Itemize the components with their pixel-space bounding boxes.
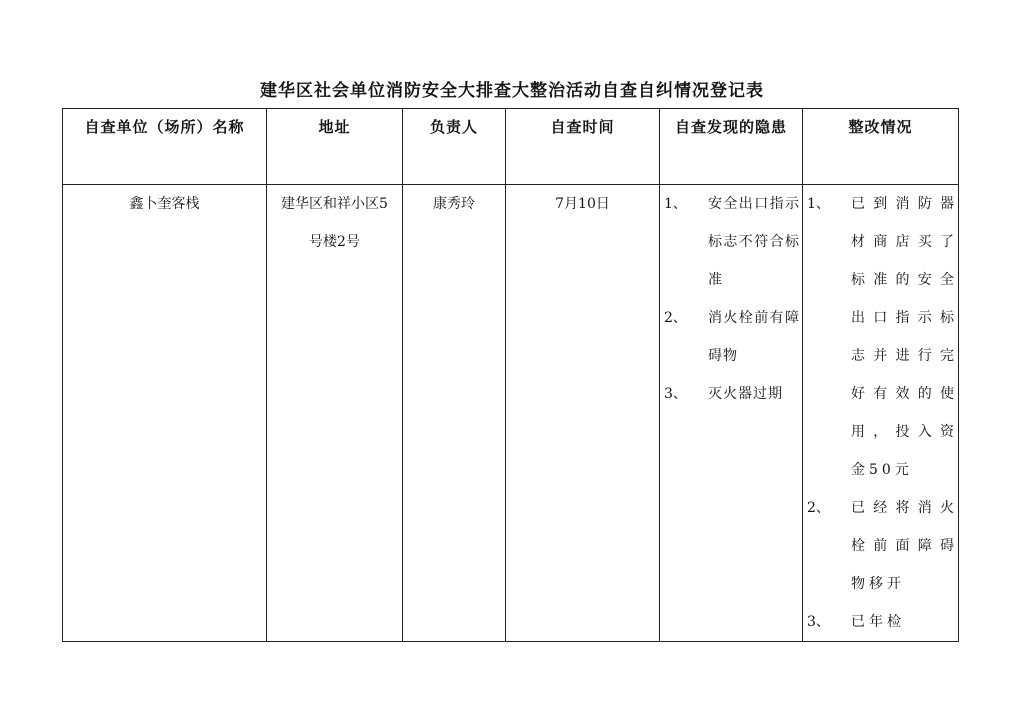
item-text: 消火栓前有障碍物: [708, 310, 800, 364]
header-person-in-charge: 负责人: [403, 109, 506, 185]
cell-person-in-charge: 康秀玲: [403, 185, 506, 642]
registration-table: [62, 108, 959, 642]
list-item: [664, 185, 802, 299]
item-text: 已到消防器材商店买了标准的安全出口指示标志并进行完好有效的使用，投入资金50元: [851, 196, 958, 478]
header-inspection-time: 自查时间: [506, 109, 660, 185]
cell-rectification: [803, 185, 959, 642]
item-number: 2、: [664, 310, 687, 326]
item-text: 灭火器过期: [708, 386, 783, 402]
header-unit-name: 自查单位（场所）名称: [63, 109, 267, 185]
cell-hazards-found: [660, 185, 803, 642]
item-number: 2、: [807, 500, 830, 516]
item-text: 已经将消火栓前面障碍物移开: [851, 500, 958, 592]
item-number: 1、: [807, 196, 830, 212]
item-number: 1、: [664, 196, 687, 212]
rectification-list: [803, 185, 958, 641]
list-item: [664, 299, 802, 375]
cell-inspection-time: 7月10日: [506, 185, 660, 642]
cell-unit-name: 鑫卜奎客栈: [63, 185, 267, 642]
item-number: 3、: [664, 386, 687, 402]
item-text: 安全出口指示标志不符合标准: [708, 196, 800, 288]
item-text: 已年检: [851, 614, 905, 630]
header-rectification: 整改情况: [803, 109, 959, 185]
header-hazards-found: [660, 109, 803, 185]
hazards-list: [660, 185, 802, 413]
item-number: 3、: [807, 614, 830, 630]
address-text: 建华区和祥小区5号楼2号: [281, 196, 388, 250]
table-row: [63, 185, 959, 642]
header-address: 地址: [267, 109, 403, 185]
list-item: [664, 375, 802, 413]
list-item: [807, 603, 958, 641]
header-hazards-label: 自查发现的隐患: [675, 118, 788, 136]
document-title: 建华区社会单位消防安全大排查大整治活动自查自纠情况登记表: [260, 81, 764, 101]
table-header-row: [63, 109, 959, 185]
cell-address: [267, 185, 403, 642]
list-item: [807, 489, 958, 603]
list-item: [807, 185, 958, 489]
